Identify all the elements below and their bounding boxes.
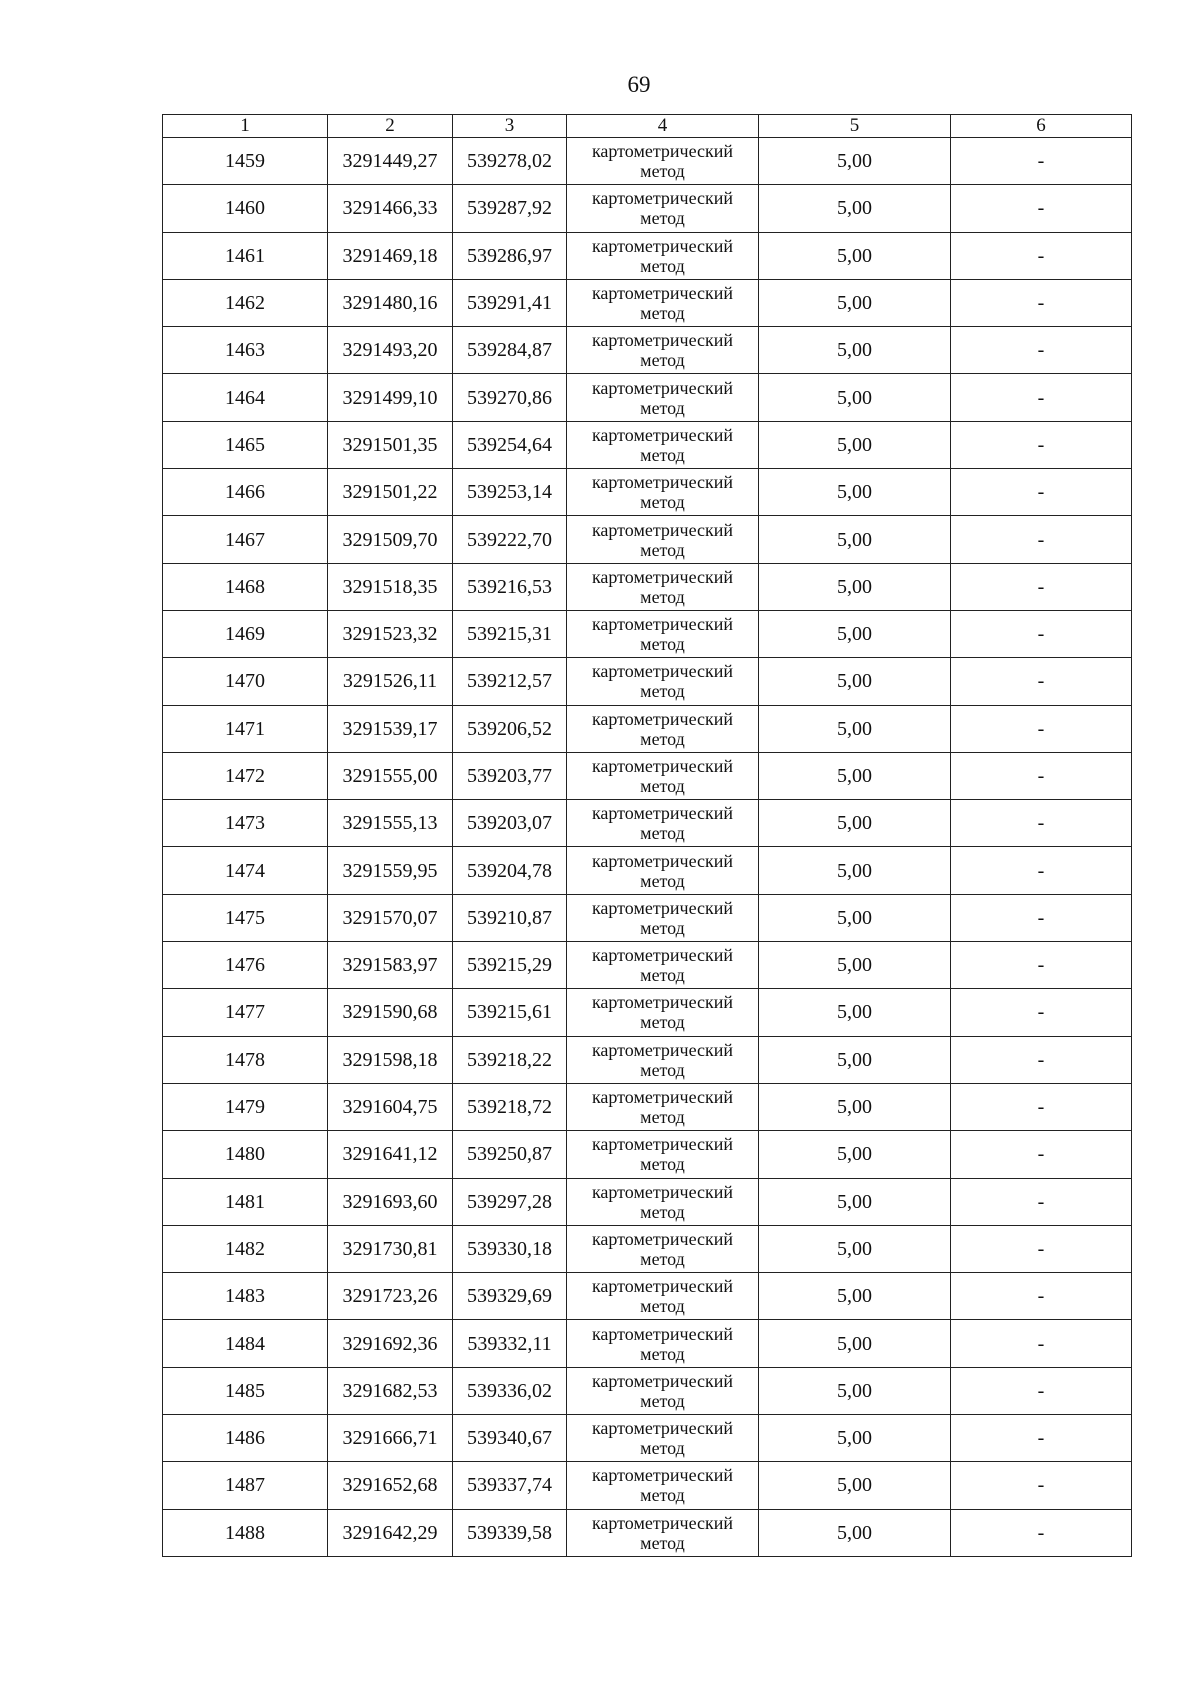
method-cell (567, 563, 759, 610)
method-line-2: метод (640, 1485, 685, 1506)
method-cell (567, 752, 759, 799)
method-cell (567, 894, 759, 941)
point-number-cell: 1470 (163, 658, 328, 705)
method-cell (567, 847, 759, 894)
table-row (163, 1178, 1132, 1225)
method-line-2: метод (640, 208, 685, 229)
description-cell: - (951, 658, 1132, 705)
method-cell (567, 800, 759, 847)
method-line-1: картометрический (591, 330, 734, 351)
method-line-2: метод (640, 917, 685, 938)
accuracy-cell: 5,00 (759, 185, 951, 232)
point-number-cell: 1476 (163, 942, 328, 989)
x-coordinate-cell: 3291604,75 (328, 1083, 453, 1130)
accuracy-cell: 5,00 (759, 1131, 951, 1178)
table-row (163, 1462, 1132, 1509)
method-line-2: метод (640, 870, 685, 891)
y-coordinate-cell: 539203,07 (453, 800, 567, 847)
point-number-cell: 1462 (163, 279, 328, 326)
y-coordinate-cell: 539340,67 (453, 1415, 567, 1462)
method-line-2: метод (640, 586, 685, 607)
y-coordinate-cell: 539210,87 (453, 894, 567, 941)
x-coordinate-cell: 3291466,33 (328, 185, 453, 232)
x-coordinate-cell: 3291682,53 (328, 1367, 453, 1414)
method-line-2: метод (640, 444, 685, 465)
description-cell: - (951, 1462, 1132, 1509)
x-coordinate-cell: 3291523,32 (328, 610, 453, 657)
table-row (163, 1131, 1132, 1178)
method-line-1: картометрический (591, 850, 734, 871)
point-number-cell: 1471 (163, 705, 328, 752)
description-cell: - (951, 185, 1132, 232)
point-number-cell: 1486 (163, 1415, 328, 1462)
x-coordinate-cell: 3291559,95 (328, 847, 453, 894)
method-cell (567, 1225, 759, 1272)
accuracy-cell: 5,00 (759, 1462, 951, 1509)
description-cell: - (951, 942, 1132, 989)
method-line-1: картометрический (591, 897, 734, 918)
description-cell: - (951, 989, 1132, 1036)
method-cell (567, 232, 759, 279)
accuracy-cell: 5,00 (759, 421, 951, 468)
x-coordinate-cell: 3291590,68 (328, 989, 453, 1036)
method-line-2: метод (640, 539, 685, 560)
point-number-cell: 1487 (163, 1462, 328, 1509)
method-cell (567, 279, 759, 326)
table-row (163, 1320, 1132, 1367)
method-line-2: метод (640, 1296, 685, 1317)
table-row (163, 327, 1132, 374)
y-coordinate-cell: 539218,22 (453, 1036, 567, 1083)
method-line-2: метод (640, 1390, 685, 1411)
method-line-2: метод (640, 965, 685, 986)
y-coordinate-cell: 539286,97 (453, 232, 567, 279)
method-line-2: метод (640, 1059, 685, 1080)
method-line-2: метод (640, 1438, 685, 1459)
method-cell (567, 469, 759, 516)
method-line-2: метод (640, 1107, 685, 1128)
method-line-2: метод (640, 681, 685, 702)
description-cell: - (951, 1415, 1132, 1462)
x-coordinate-cell: 3291666,71 (328, 1415, 453, 1462)
method-line-2: метод (640, 1532, 685, 1553)
method-line-2: метод (640, 1201, 685, 1222)
table-row (163, 658, 1132, 705)
y-coordinate-cell: 539270,86 (453, 374, 567, 421)
x-coordinate-cell: 3291730,81 (328, 1225, 453, 1272)
description-cell: - (951, 327, 1132, 374)
point-number-cell: 1479 (163, 1083, 328, 1130)
table-row (163, 563, 1132, 610)
description-cell: - (951, 1178, 1132, 1225)
table-row (163, 989, 1132, 1036)
point-number-cell: 1478 (163, 1036, 328, 1083)
method-line-2: метод (640, 350, 685, 371)
method-line-1: картометрический (591, 283, 734, 304)
method-cell (567, 1415, 759, 1462)
method-line-2: метод (640, 492, 685, 513)
y-coordinate-cell: 539204,78 (453, 847, 567, 894)
accuracy-cell: 5,00 (759, 1367, 951, 1414)
accuracy-cell: 5,00 (759, 847, 951, 894)
point-number-cell: 1474 (163, 847, 328, 894)
x-coordinate-cell: 3291509,70 (328, 516, 453, 563)
x-coordinate-cell: 3291493,20 (328, 327, 453, 374)
table-row (163, 516, 1132, 563)
x-coordinate-cell: 3291583,97 (328, 942, 453, 989)
method-line-1: картометрический (591, 472, 734, 493)
accuracy-cell: 5,00 (759, 1083, 951, 1130)
method-cell (567, 1367, 759, 1414)
table-row (163, 469, 1132, 516)
x-coordinate-cell: 3291641,12 (328, 1131, 453, 1178)
point-number-cell: 1463 (163, 327, 328, 374)
method-line-1: картометрический (591, 235, 734, 256)
method-line-1: картометрический (591, 992, 734, 1013)
y-coordinate-cell: 539287,92 (453, 185, 567, 232)
accuracy-cell: 5,00 (759, 327, 951, 374)
description-cell: - (951, 800, 1132, 847)
y-coordinate-cell: 539206,52 (453, 705, 567, 752)
description-cell: - (951, 1225, 1132, 1272)
method-line-1: картометрический (591, 1181, 734, 1202)
point-number-cell: 1482 (163, 1225, 328, 1272)
method-cell (567, 1462, 759, 1509)
y-coordinate-cell: 539203,77 (453, 752, 567, 799)
description-cell: - (951, 894, 1132, 941)
accuracy-cell: 5,00 (759, 1509, 951, 1556)
accuracy-cell: 5,00 (759, 610, 951, 657)
accuracy-cell: 5,00 (759, 1225, 951, 1272)
method-line-2: метод (640, 1154, 685, 1175)
method-line-2: метод (640, 1248, 685, 1269)
table-row (163, 1083, 1132, 1130)
x-coordinate-cell: 3291501,22 (328, 469, 453, 516)
method-line-1: картометрический (591, 566, 734, 587)
table-row (163, 232, 1132, 279)
table-row (163, 374, 1132, 421)
y-coordinate-cell: 539254,64 (453, 421, 567, 468)
accuracy-cell: 5,00 (759, 705, 951, 752)
x-coordinate-cell: 3291449,27 (328, 138, 453, 185)
description-cell: - (951, 752, 1132, 799)
description-cell: - (951, 847, 1132, 894)
method-line-2: метод (640, 303, 685, 324)
table-row (163, 1367, 1132, 1414)
method-line-1: картометрический (591, 1512, 734, 1533)
accuracy-cell: 5,00 (759, 1415, 951, 1462)
method-cell (567, 327, 759, 374)
description-cell: - (951, 1509, 1132, 1556)
description-cell: - (951, 1131, 1132, 1178)
method-line-1: картометрический (591, 945, 734, 966)
method-line-1: картометрический (591, 141, 734, 162)
point-number-cell: 1480 (163, 1131, 328, 1178)
accuracy-cell: 5,00 (759, 989, 951, 1036)
y-coordinate-cell: 539278,02 (453, 138, 567, 185)
y-coordinate-cell: 539212,57 (453, 658, 567, 705)
column-header-3: 3 (453, 115, 567, 138)
table-row (163, 138, 1132, 185)
table-row (163, 800, 1132, 847)
method-cell (567, 705, 759, 752)
method-cell (567, 1273, 759, 1320)
point-number-cell: 1465 (163, 421, 328, 468)
y-coordinate-cell: 539336,02 (453, 1367, 567, 1414)
description-cell: - (951, 421, 1132, 468)
accuracy-cell: 5,00 (759, 374, 951, 421)
point-number-cell: 1488 (163, 1509, 328, 1556)
point-number-cell: 1459 (163, 138, 328, 185)
method-line-1: картометрический (591, 1370, 734, 1391)
method-line-1: картометрический (591, 1465, 734, 1486)
table-row (163, 1036, 1132, 1083)
x-coordinate-cell: 3291570,07 (328, 894, 453, 941)
y-coordinate-cell: 539339,58 (453, 1509, 567, 1556)
table-row (163, 1225, 1132, 1272)
accuracy-cell: 5,00 (759, 232, 951, 279)
x-coordinate-cell: 3291555,13 (328, 800, 453, 847)
page-number: 69 (627, 72, 651, 97)
table-row (163, 1509, 1132, 1556)
accuracy-cell: 5,00 (759, 658, 951, 705)
method-line-1: картометрический (591, 708, 734, 729)
method-cell (567, 421, 759, 468)
description-cell: - (951, 1320, 1132, 1367)
accuracy-cell: 5,00 (759, 1036, 951, 1083)
point-number-cell: 1460 (163, 185, 328, 232)
accuracy-cell: 5,00 (759, 138, 951, 185)
y-coordinate-cell: 539330,18 (453, 1225, 567, 1272)
y-coordinate-cell: 539218,72 (453, 1083, 567, 1130)
y-coordinate-cell: 539291,41 (453, 279, 567, 326)
method-line-1: картометрический (591, 188, 734, 209)
table-row (163, 421, 1132, 468)
method-line-1: картометрический (591, 1418, 734, 1439)
method-line-2: метод (640, 161, 685, 182)
accuracy-cell: 5,00 (759, 516, 951, 563)
accuracy-cell: 5,00 (759, 1320, 951, 1367)
description-cell: - (951, 516, 1132, 563)
method-line-1: картометрический (591, 1134, 734, 1155)
table-row (163, 894, 1132, 941)
x-coordinate-cell: 3291480,16 (328, 279, 453, 326)
description-cell: - (951, 138, 1132, 185)
column-header-6: 6 (951, 115, 1132, 138)
method-line-2: метод (640, 823, 685, 844)
point-number-cell: 1473 (163, 800, 328, 847)
method-cell (567, 658, 759, 705)
table-row (163, 847, 1132, 894)
x-coordinate-cell: 3291642,29 (328, 1509, 453, 1556)
method-line-1: картометрический (591, 614, 734, 635)
accuracy-cell: 5,00 (759, 800, 951, 847)
point-number-cell: 1485 (163, 1367, 328, 1414)
x-coordinate-cell: 3291693,60 (328, 1178, 453, 1225)
method-cell (567, 1131, 759, 1178)
y-coordinate-cell: 539297,28 (453, 1178, 567, 1225)
column-header-2: 2 (328, 115, 453, 138)
y-coordinate-cell: 539253,14 (453, 469, 567, 516)
description-cell: - (951, 232, 1132, 279)
table-row (163, 942, 1132, 989)
description-cell: - (951, 1036, 1132, 1083)
y-coordinate-cell: 539332,11 (453, 1320, 567, 1367)
method-line-1: картометрический (591, 661, 734, 682)
method-line-1: картометрический (591, 756, 734, 776)
method-line-2: метод (640, 776, 685, 796)
method-cell (567, 942, 759, 989)
point-number-cell: 1484 (163, 1320, 328, 1367)
method-cell (567, 989, 759, 1036)
description-cell: - (951, 469, 1132, 516)
x-coordinate-cell: 3291555,00 (328, 752, 453, 799)
table-row (163, 1273, 1132, 1320)
method-line-1: картометрический (591, 803, 734, 824)
table-row (163, 1415, 1132, 1462)
point-number-cell: 1472 (163, 752, 328, 799)
method-line-1: картометрический (591, 1276, 734, 1297)
method-line-1: картометрический (591, 1087, 734, 1108)
method-line-1: картометрический (591, 377, 734, 398)
accuracy-cell: 5,00 (759, 1273, 951, 1320)
x-coordinate-cell: 3291598,18 (328, 1036, 453, 1083)
y-coordinate-cell: 539337,74 (453, 1462, 567, 1509)
method-cell (567, 1178, 759, 1225)
x-coordinate-cell: 3291469,18 (328, 232, 453, 279)
x-coordinate-cell: 3291539,17 (328, 705, 453, 752)
accuracy-cell: 5,00 (759, 942, 951, 989)
y-coordinate-cell: 539215,31 (453, 610, 567, 657)
accuracy-cell: 5,00 (759, 752, 951, 799)
method-cell (567, 1083, 759, 1130)
y-coordinate-cell: 539250,87 (453, 1131, 567, 1178)
description-cell: - (951, 1367, 1132, 1414)
y-coordinate-cell: 539215,61 (453, 989, 567, 1036)
coordinates-table (162, 114, 1132, 1557)
x-coordinate-cell: 3291499,10 (328, 374, 453, 421)
y-coordinate-cell: 539215,29 (453, 942, 567, 989)
method-line-1: картометрический (591, 1039, 734, 1060)
point-number-cell: 1464 (163, 374, 328, 421)
method-line-2: метод (640, 634, 685, 655)
method-cell (567, 1509, 759, 1556)
description-cell: - (951, 279, 1132, 326)
method-cell (567, 516, 759, 563)
method-line-2: метод (640, 1012, 685, 1033)
point-number-cell: 1483 (163, 1273, 328, 1320)
x-coordinate-cell: 3291526,11 (328, 658, 453, 705)
x-coordinate-cell: 3291692,36 (328, 1320, 453, 1367)
table-header-row (163, 115, 1132, 138)
x-coordinate-cell: 3291723,26 (328, 1273, 453, 1320)
point-number-cell: 1461 (163, 232, 328, 279)
description-cell: - (951, 1083, 1132, 1130)
table-row (163, 610, 1132, 657)
description-cell: - (951, 705, 1132, 752)
accuracy-cell: 5,00 (759, 469, 951, 516)
table-row (163, 185, 1132, 232)
point-number-cell: 1475 (163, 894, 328, 941)
description-cell: - (951, 563, 1132, 610)
column-header-1: 1 (163, 115, 328, 138)
method-line-2: метод (640, 728, 685, 749)
table-row (163, 752, 1132, 799)
table-row (163, 279, 1132, 326)
method-cell (567, 374, 759, 421)
method-cell (567, 185, 759, 232)
method-line-2: метод (640, 1343, 685, 1364)
point-number-cell: 1469 (163, 610, 328, 657)
method-line-1: картометрический (591, 1228, 734, 1249)
method-line-1: картометрический (591, 424, 734, 445)
accuracy-cell: 5,00 (759, 894, 951, 941)
description-cell: - (951, 1273, 1132, 1320)
point-number-cell: 1468 (163, 563, 328, 610)
point-number-cell: 1467 (163, 516, 328, 563)
accuracy-cell: 5,00 (759, 279, 951, 326)
description-cell: - (951, 374, 1132, 421)
method-line-2: метод (640, 397, 685, 418)
point-number-cell: 1477 (163, 989, 328, 1036)
point-number-cell: 1466 (163, 469, 328, 516)
y-coordinate-cell: 539329,69 (453, 1273, 567, 1320)
method-line-1: картометрический (591, 519, 734, 540)
point-number-cell: 1481 (163, 1178, 328, 1225)
y-coordinate-cell: 539284,87 (453, 327, 567, 374)
method-cell (567, 1320, 759, 1367)
method-cell (567, 610, 759, 657)
method-line-1: картометрический (591, 1323, 734, 1344)
description-cell: - (951, 610, 1132, 657)
column-header-4: 4 (567, 115, 759, 138)
accuracy-cell: 5,00 (759, 563, 951, 610)
method-cell (567, 138, 759, 185)
x-coordinate-cell: 3291501,35 (328, 421, 453, 468)
accuracy-cell: 5,00 (759, 1178, 951, 1225)
column-header-5: 5 (759, 115, 951, 138)
table-body (163, 138, 1132, 1557)
x-coordinate-cell: 3291652,68 (328, 1462, 453, 1509)
method-line-2: метод (640, 255, 685, 276)
x-coordinate-cell: 3291518,35 (328, 563, 453, 610)
table-row (163, 705, 1132, 752)
y-coordinate-cell: 539216,53 (453, 563, 567, 610)
y-coordinate-cell: 539222,70 (453, 516, 567, 563)
method-cell (567, 1036, 759, 1083)
